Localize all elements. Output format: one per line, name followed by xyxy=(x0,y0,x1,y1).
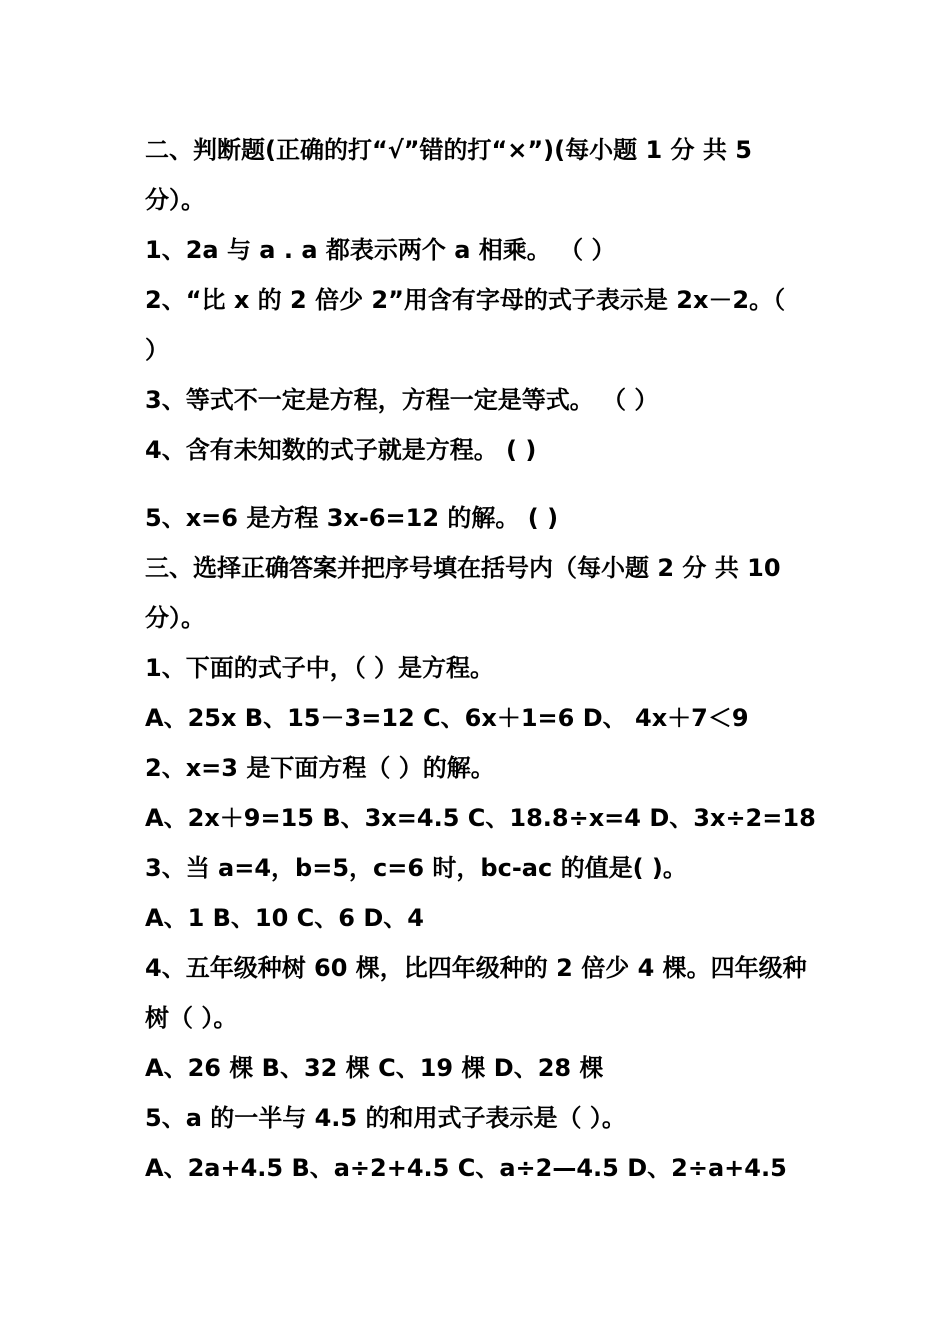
section3-question-2-options: A、2x＋9=15 B、3x=4.5 C、18.8÷x=4 D、3x÷2=18 xyxy=(145,804,816,832)
section2-question-3: 3、等式不一定是方程，方程一定是等式。 （ ） xyxy=(145,386,659,414)
section3-heading-line1: 三、选择正确答案并把序号填在括号内（每小题 2 分 共 10 xyxy=(145,554,781,582)
section2-question-2-line1: 2、“比 x 的 2 倍少 2”用含有字母的式子表示是 2x－2。（ xyxy=(145,286,786,314)
section3-question-4-line1: 4、五年级种树 60 棵，比四年级种的 2 倍少 4 棵。四年级种 xyxy=(145,954,807,982)
section3-question-4-options: A、26 棵 B、32 棵 C、19 棵 D、28 棵 xyxy=(145,1054,604,1082)
section2-question-1: 1、2a 与 a . a 都表示两个 a 相乘。 （ ） xyxy=(145,236,616,264)
section3-heading-line2: 分）。 xyxy=(145,604,205,632)
section3-question-5: 5、a 的一半与 4.5 的和用式子表示是（ ）。 xyxy=(145,1104,626,1132)
section3-question-3: 3、当 a=4，b=5，c=6 时，bc-ac 的值是( )。 xyxy=(145,854,687,882)
section2-heading-line2: 分）。 xyxy=(145,186,205,214)
section2-question-5: 5、x=6 是方程 3x-6=12 的解。 ( ) xyxy=(145,504,559,532)
section3-question-5-options: A、2a+4.5 B、a÷2+4.5 C、a÷2—4.5 D、2÷a+4.5 xyxy=(145,1154,787,1182)
section3-question-1: 1、下面的式子中，（ ）是方程。 xyxy=(145,654,495,682)
section2-question-2-line2: ） xyxy=(145,336,169,364)
section3-question-1-options: A、25x B、15－3=12 C、6x＋1=6 D、 4x＋7＜9 xyxy=(145,704,749,732)
section2-question-4: 4、含有未知数的式子就是方程。 ( ) xyxy=(145,436,537,464)
section3-question-4-line2: 树（ ）。 xyxy=(145,1004,238,1032)
section2-heading-line1: 二、判断题(正确的打“√”错的打“×”)(每小题 1 分 共 5 xyxy=(145,136,752,164)
section3-question-2: 2、x=3 是下面方程（ ）的解。 xyxy=(145,754,495,782)
section3-question-3-options: A、1 B、10 C、6 D、4 xyxy=(145,904,424,932)
